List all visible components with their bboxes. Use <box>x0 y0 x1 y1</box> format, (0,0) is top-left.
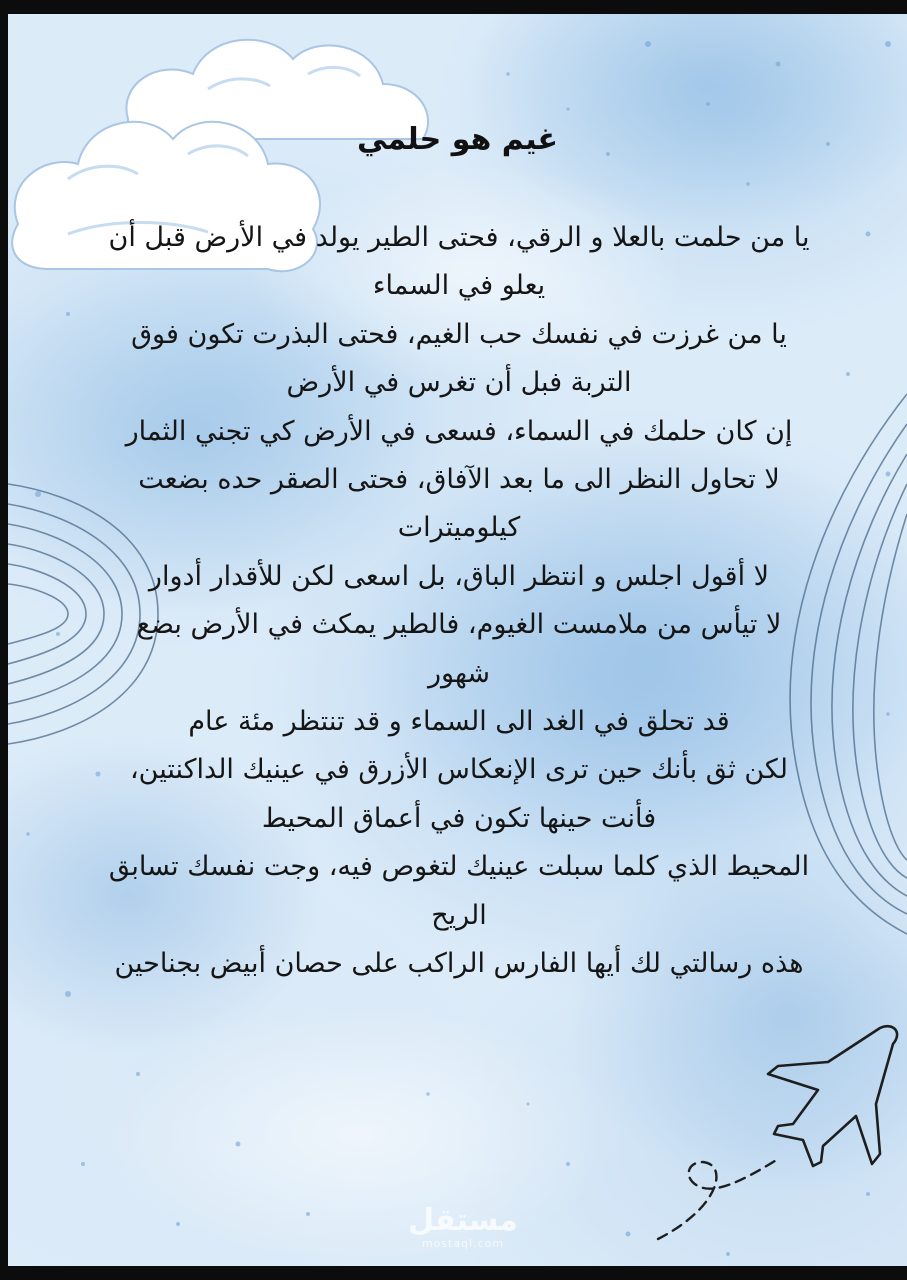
stanza-line: لا أقول اجلس و انتظر الباق، بل اسعى لكن للأقدار أدوار <box>148 560 770 592</box>
stanza-line: قد تحلق في الغد الى السماء و قد تنتظر مئة عام <box>188 706 730 738</box>
stanza-line: يا من غرزت في نفسك حب الغيم، فحتى البذرت تكون فوق التربة فبل أن تغرس في الأرض <box>131 318 787 399</box>
stanza-line: لا تيأس من ملامست الغيوم، فالطير يمكث في الأرض بضع شهور <box>136 609 782 689</box>
poem-body <box>104 214 814 989</box>
stanza-line: المحيط الذي كلما سبلت عينيك لتغوص فيه، وجت نفسك تسابق الريح <box>108 851 810 931</box>
poem-title: غيم هو حلمي <box>356 122 559 157</box>
stanza-line: لكن ثق بأنك حين ترى الإنعكاس الأزرق في عينيك الداكنتين، فأنت حينها تكون في أعماق المحيط <box>129 754 789 834</box>
watermark-brand: مستقل <box>408 1203 518 1238</box>
stanza-line: إن كان حلمك في السماء، فسعى في الأرض كي تجني الثمار <box>125 415 793 447</box>
stanza-line: يا من حلمت بالعلا و الرقي، فحتى الطير يولد في الأرض قبل أن يعلو في السماء <box>108 222 810 302</box>
watermark <box>398 1204 528 1250</box>
watermark-url: mostaql.com <box>421 1237 505 1250</box>
stanza-line: لا تحاول النظر الى ما بعد الآفاق، فحتى الصقر حده بضعت كيلوميترات <box>138 464 780 544</box>
stanza-line: هذه رسالتي لك أيها الفارس الراكب على حصان أبيض بجناحين <box>114 948 804 980</box>
poem-page <box>8 14 907 1266</box>
